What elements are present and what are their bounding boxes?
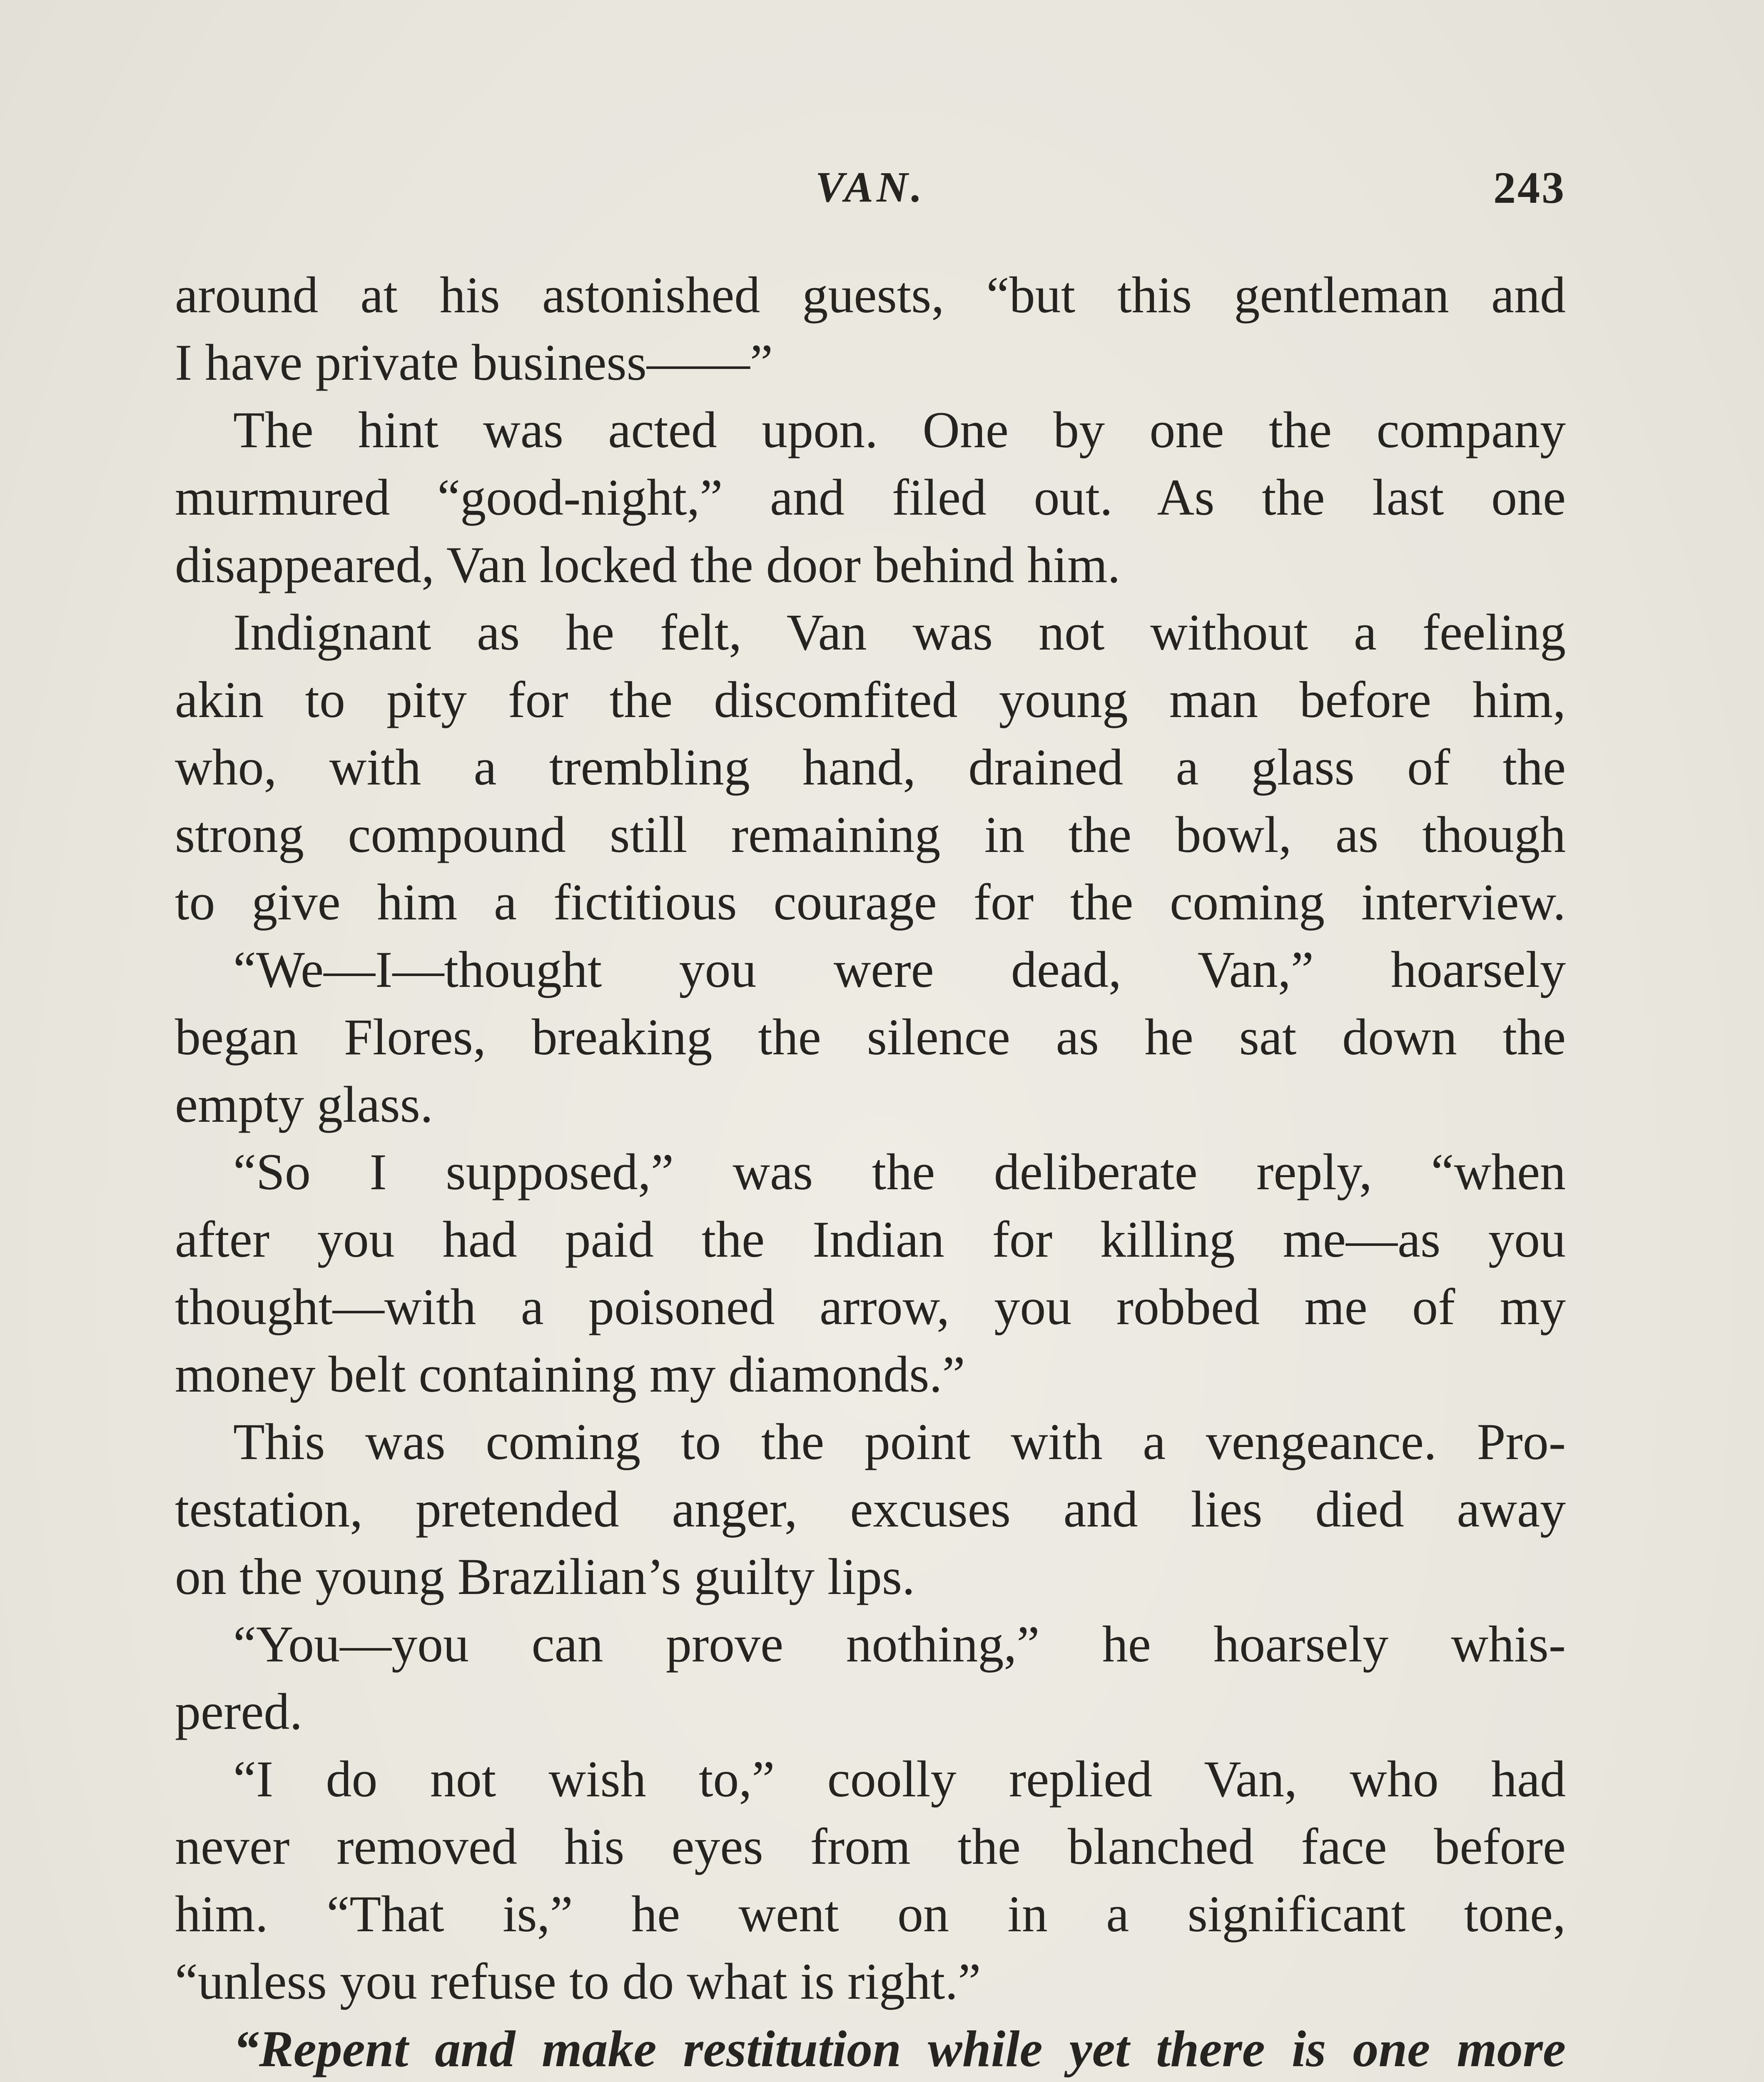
- text-line: thought—with a poisoned arrow, you robbed me of my: [175, 1278, 1566, 1335]
- text-line: began Flores, breaking the silence as he sat down the: [175, 1009, 1566, 1066]
- text-line: “I do not wish to,” coolly replied Van, who had: [233, 1751, 1566, 1808]
- text-line: money belt containing my diamonds.”: [175, 1346, 965, 1403]
- text-line: “We—I—thought you were dead, Van,” hoarsely: [233, 941, 1566, 998]
- text-line: The hint was acted upon. One by one the company: [233, 401, 1566, 458]
- text-line: disappeared, Van locked the door behind him.: [175, 536, 1121, 593]
- text-line: “You—you can prove nothing,” he hoarsely whis-: [233, 1616, 1566, 1673]
- text-line: never removed his eyes from the blanched face before: [175, 1818, 1566, 1875]
- text-line: to give him a fictitious courage for the coming interview.: [175, 874, 1566, 931]
- text-line: after you had paid the Indian for killing me—as you: [175, 1211, 1566, 1268]
- text-line: akin to pity for the discomfited young man before him,: [175, 671, 1566, 728]
- text-line: testation, pretended anger, excuses and lies died away: [175, 1481, 1566, 1538]
- text-line: murmured “good-night,” and filed out. As the last one: [175, 469, 1566, 526]
- text-line: “So I supposed,” was the deliberate reply, “when: [233, 1143, 1566, 1200]
- text-line: on the young Brazilian’s guilty lips.: [175, 1548, 915, 1605]
- text-line: him. “That is,” he went on in a significant tone,: [175, 1885, 1566, 1943]
- page-number: 243: [1493, 163, 1566, 213]
- italic-quote-line: “Repent and make restitution while yet there is one more: [233, 2020, 1566, 2077]
- text-line: empty glass.: [175, 1076, 433, 1133]
- text-line: pered.: [175, 1683, 303, 1740]
- text-line: who, with a trembling hand, drained a glass of the: [175, 739, 1566, 796]
- text-line: around at his astonished guests, “but this gentleman and: [175, 266, 1566, 324]
- text-line: I have private business——”: [175, 334, 773, 391]
- text-line: “unless you refuse to do what is right.”: [175, 1953, 981, 2010]
- running-head: VAN.: [815, 163, 926, 211]
- page-header: [175, 162, 1566, 237]
- text-line: This was coming to the point with a vengeance. Pro-: [233, 1413, 1566, 1470]
- text-line: Indignant as he felt, Van was not without a feeling: [233, 604, 1566, 661]
- text-line: strong compound still remaining in the bowl, as though: [175, 806, 1566, 863]
